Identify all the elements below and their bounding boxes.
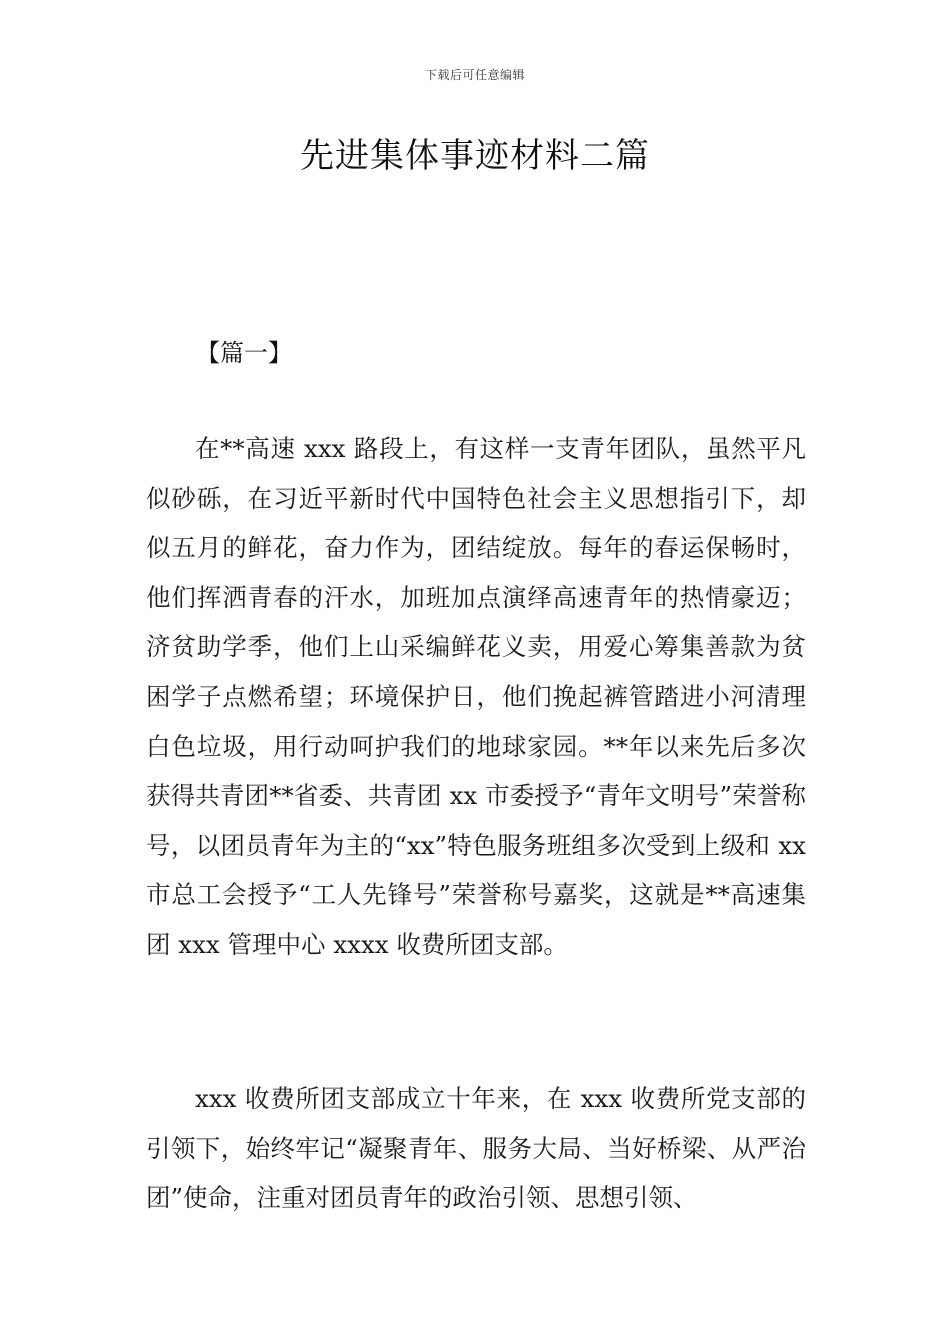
header-note: 下载后可任意编辑 (424, 68, 525, 82)
section-label: 【篇一】 (196, 339, 292, 367)
paragraph-2: xxx 收费所团支部成立十年来，在 xxx 收费所党支部的引领下，始终牢记“凝聚青年、服务大局、当好桥梁、从严治团”使命，注重对团员青年的政治引领、思想引领、 (146, 1084, 806, 1213)
paragraph-1: 在**高速 xxx 路段上，有这样一支青年团队，虽然平凡似砂砾，在习近平新时代中国特色社会主义思想指引下，却似五月的鲜花，奋力作为，团结绽放。每年的春运保畅时，他们挥洒青春的汗水，加班加点演绎高速青年的热情豪迈；济贫助学季，他们上山采编鲜花义卖，用爱心筹集善款为贫困学子点燃希望；环境保护日，他们挽起裤管踏进小河清理白色垃圾，用行动呵护我们的地球家园。**年以来先后多次获得共青团**省委、共青团 xx 市委授予“青年文明号”荣誉称号，以团员青年为主的“xx”特色服务班组多次受到上级和 xx 市总工会授予“工人先锋号”荣誉称号嘉奖，这就是**高速集团 xxx 管理中心 xxxx 收费所团支部。 (146, 434, 806, 959)
page-title: 先进集体事迹材料二篇 (300, 136, 650, 176)
